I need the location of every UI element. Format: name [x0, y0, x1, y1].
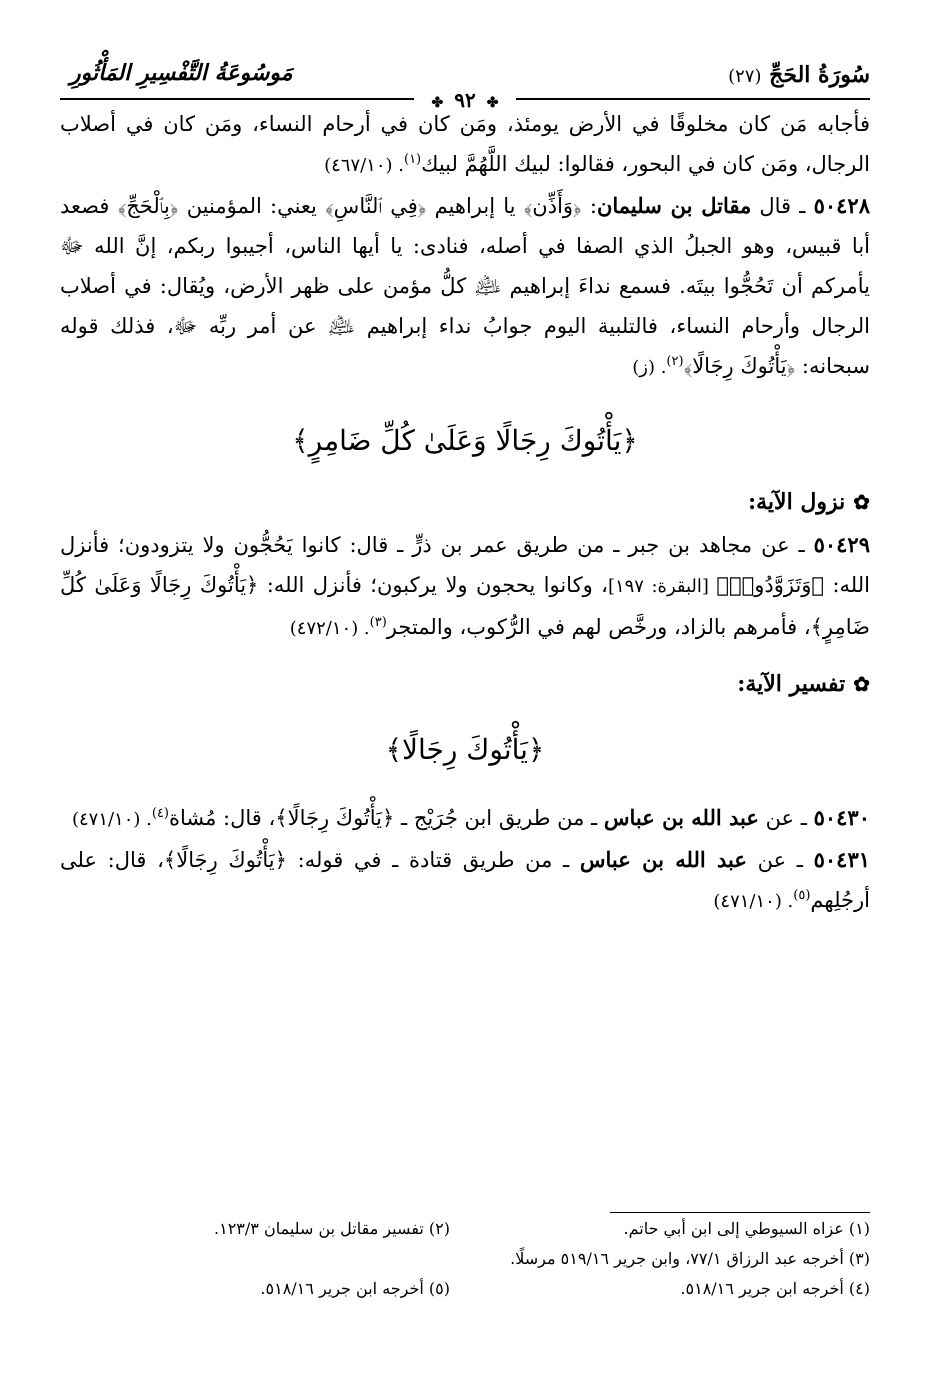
quran-quote: ﴿وَأَذِّن﴾ — [523, 194, 582, 218]
entry-50430: ٥٠٤٣٠ ـ عن عبد الله بن عباس ـ من طريق ابن جُرَيْج ـ ﴿يَأْتُوكَ رِجَالًا﴾، قال: مُشاة$^{(٤)}$. (٤٧١/١٠) — [71, 805, 870, 830]
quran-quote: ﴿يَأْتُوكَ رِجَالًا﴾ — [163, 848, 287, 872]
volume-ref: . (ز) — [632, 357, 667, 378]
page — [60, 40, 870, 922]
page-number-box — [414, 88, 517, 112]
section-heading-tafsir: ✿تفسير الآية: — [737, 671, 870, 697]
section-heading-nuzul: ✿نزول الآية: — [748, 489, 870, 515]
footnote-ref: (٥) — [793, 888, 811, 903]
ayah-heading: ﴿يَأْتُوكَ رِجَالًا﴾ — [385, 733, 545, 766]
footnote-ref: (٤) — [151, 806, 169, 821]
entry-50428: ٥٠٤٢٨ ـ قال مقاتل بن سليمان: ﴿وَأَذِّن﴾ يا إبراهيم ﴿فِي ٱلنَّاسِ﴾ يعني: المؤمنين ﴿بِٱلْحَجِّ﴾ فصعد أبا قبيس، وهو الجبلُ الذي الصفا في أصله، فنادى: يا أيها الناس، أجيبوا ربكم، إنَّ الله ﷻ يأمركم أن تَحُجُّوا بيتَه. فسمع نداءَ إبراهيم ﵇ كلُّ مؤمن على ظهر الأرض، ويُقال: في أصلاب الرجال وأرحام النساء، فالتلبية اليوم جوابُ نداء إبراهيم ﵇ عن أمر ربِّه ﷻ، فذلك قوله سبحانه: ﴿يَأْتُوكَ رِجَالًا﴾$^{(٢)}$. (ز) — [60, 193, 870, 378]
page-header — [60, 40, 870, 112]
narrator-name: مقاتل بن سليمان — [596, 193, 752, 218]
surah-name: سُورَةُ الحَجِّ — [769, 62, 870, 88]
intro-paragraph: فأجابه مَن كان مخلوقًا في الأرض يومئذ، ومَن كان في أرحام النساء، ومَن كان في أصلاب الرجال، ومَن كان في البحور، فقالوا: لبيك اللَّهُمَّ لبيك$^{(١)}$. (٤٦٧/١٠) — [60, 112, 870, 176]
volume-ref: . (٤٦٧/١٠) — [324, 155, 404, 176]
ayah-heading: ﴿يَأْتُوكَ رِجَالًا وَعَلَىٰ كُلِّ ضَامِرٍ﴾ — [292, 424, 638, 457]
quran-quote: ﴿وَتَزَوَّدُوا۟﴾ — [716, 573, 825, 597]
volume-ref: . (٤٧١/١٠) — [71, 809, 152, 830]
entry-50431: ٥٠٤٣١ ـ عن عبد الله بن عباس ـ من طريق قتادة ـ في قوله: ﴿يَأْتُوكَ رِجَالًا﴾، قال: على أرجُلِهم$^{(٥)}$. (٤٧١/١٠) — [60, 847, 871, 912]
footnote-divider — [610, 1212, 870, 1213]
footnote-4: (٤) أخرجه ابن جرير ٥١٨/١٦. — [680, 1279, 870, 1298]
footnote-ref: (١) — [403, 152, 422, 167]
footnotes — [60, 1212, 870, 1309]
flower-star-icon: ✿ — [853, 672, 870, 696]
volume-ref: . (٤٧٢/١٠) — [289, 618, 370, 639]
surah-title — [722, 62, 870, 88]
book-title: مَوسُوعَةُ التَّفْسِيرِ المَأْثُورِ — [70, 60, 293, 86]
surah-number: (٢٧) — [728, 66, 762, 87]
narrator-name: عبد الله بن عباس — [579, 847, 747, 872]
footnote-1: (١) عزاه السيوطي إلى ابن أبي حاتم. — [623, 1219, 870, 1238]
quran-quote: ﴿يَأْتُوكَ رِجَالًا﴾ — [683, 354, 796, 378]
quran-quote: ﴿يَأْتُوكَ رِجَالًا﴾ — [275, 806, 395, 830]
entry-number: ٥٠٤٣٠ — [813, 805, 870, 830]
entry-number: ٥٠٤٢٨ — [813, 193, 870, 218]
ornament-icon: ✤ — [486, 95, 499, 111]
entry-number: ٥٠٤٢٩ — [813, 532, 870, 557]
footnote-ref: (٢) — [666, 354, 684, 369]
page-number: ٩٢ — [454, 88, 476, 112]
quran-quote: ﴿بِٱلْحَجِّ﴾ — [117, 194, 179, 218]
entry-50429: ٥٠٤٢٩ ـ عن مجاهد بن جبر ـ من طريق عمر بن ذرٍّ ـ قال: كانوا يَحُجُّون ولا يتزودون؛ فأنزل الله: ﴿وَتَزَوَّدُوا۟﴾ [البقرة: ١٩٧]، وكانوا يحجون ولا يركبون؛ فأنزل الله: ﴿يَأْتُوكَ رِجَالًا وَعَلَىٰ كُلِّ ضَامِرٍ﴾، فأمرهم بالزاد، ورخَّص لهم في الرُّكوب، والمتجر$^{(٣)}$. (٤٧٢/١٠) — [60, 532, 870, 639]
volume-ref: . (٤٧١/١٠) — [713, 891, 794, 912]
entry-number: ٥٠٤٣١ — [813, 847, 871, 872]
flower-star-icon: ✿ — [853, 490, 870, 514]
footnote-2: (٢) تفسير مقاتل بن سليمان ١٢٣/٣. — [214, 1219, 450, 1238]
footnote-5: (٥) أخرجه ابن جرير ٥١٨/١٦. — [260, 1279, 450, 1298]
quran-quote: ﴿يَأْتُوكَ رِجَالًا وَعَلَىٰ كُلِّ ضَامِرٍ﴾ — [60, 573, 870, 639]
footnote-3: (٣) أخرجه عبد الرزاق ٧٧/١، وابن جرير ٥١٩/١٦ مرسلًا. — [510, 1249, 870, 1268]
narrator-name: عبد الله بن عباس — [603, 805, 759, 830]
footnote-ref: (٣) — [369, 615, 387, 630]
surah-ref: [البقرة: ١٩٧] — [607, 576, 717, 597]
ornament-icon: ✤ — [431, 95, 444, 111]
quran-quote: ﴿فِي ٱلنَّاسِ﴾ — [325, 194, 427, 218]
